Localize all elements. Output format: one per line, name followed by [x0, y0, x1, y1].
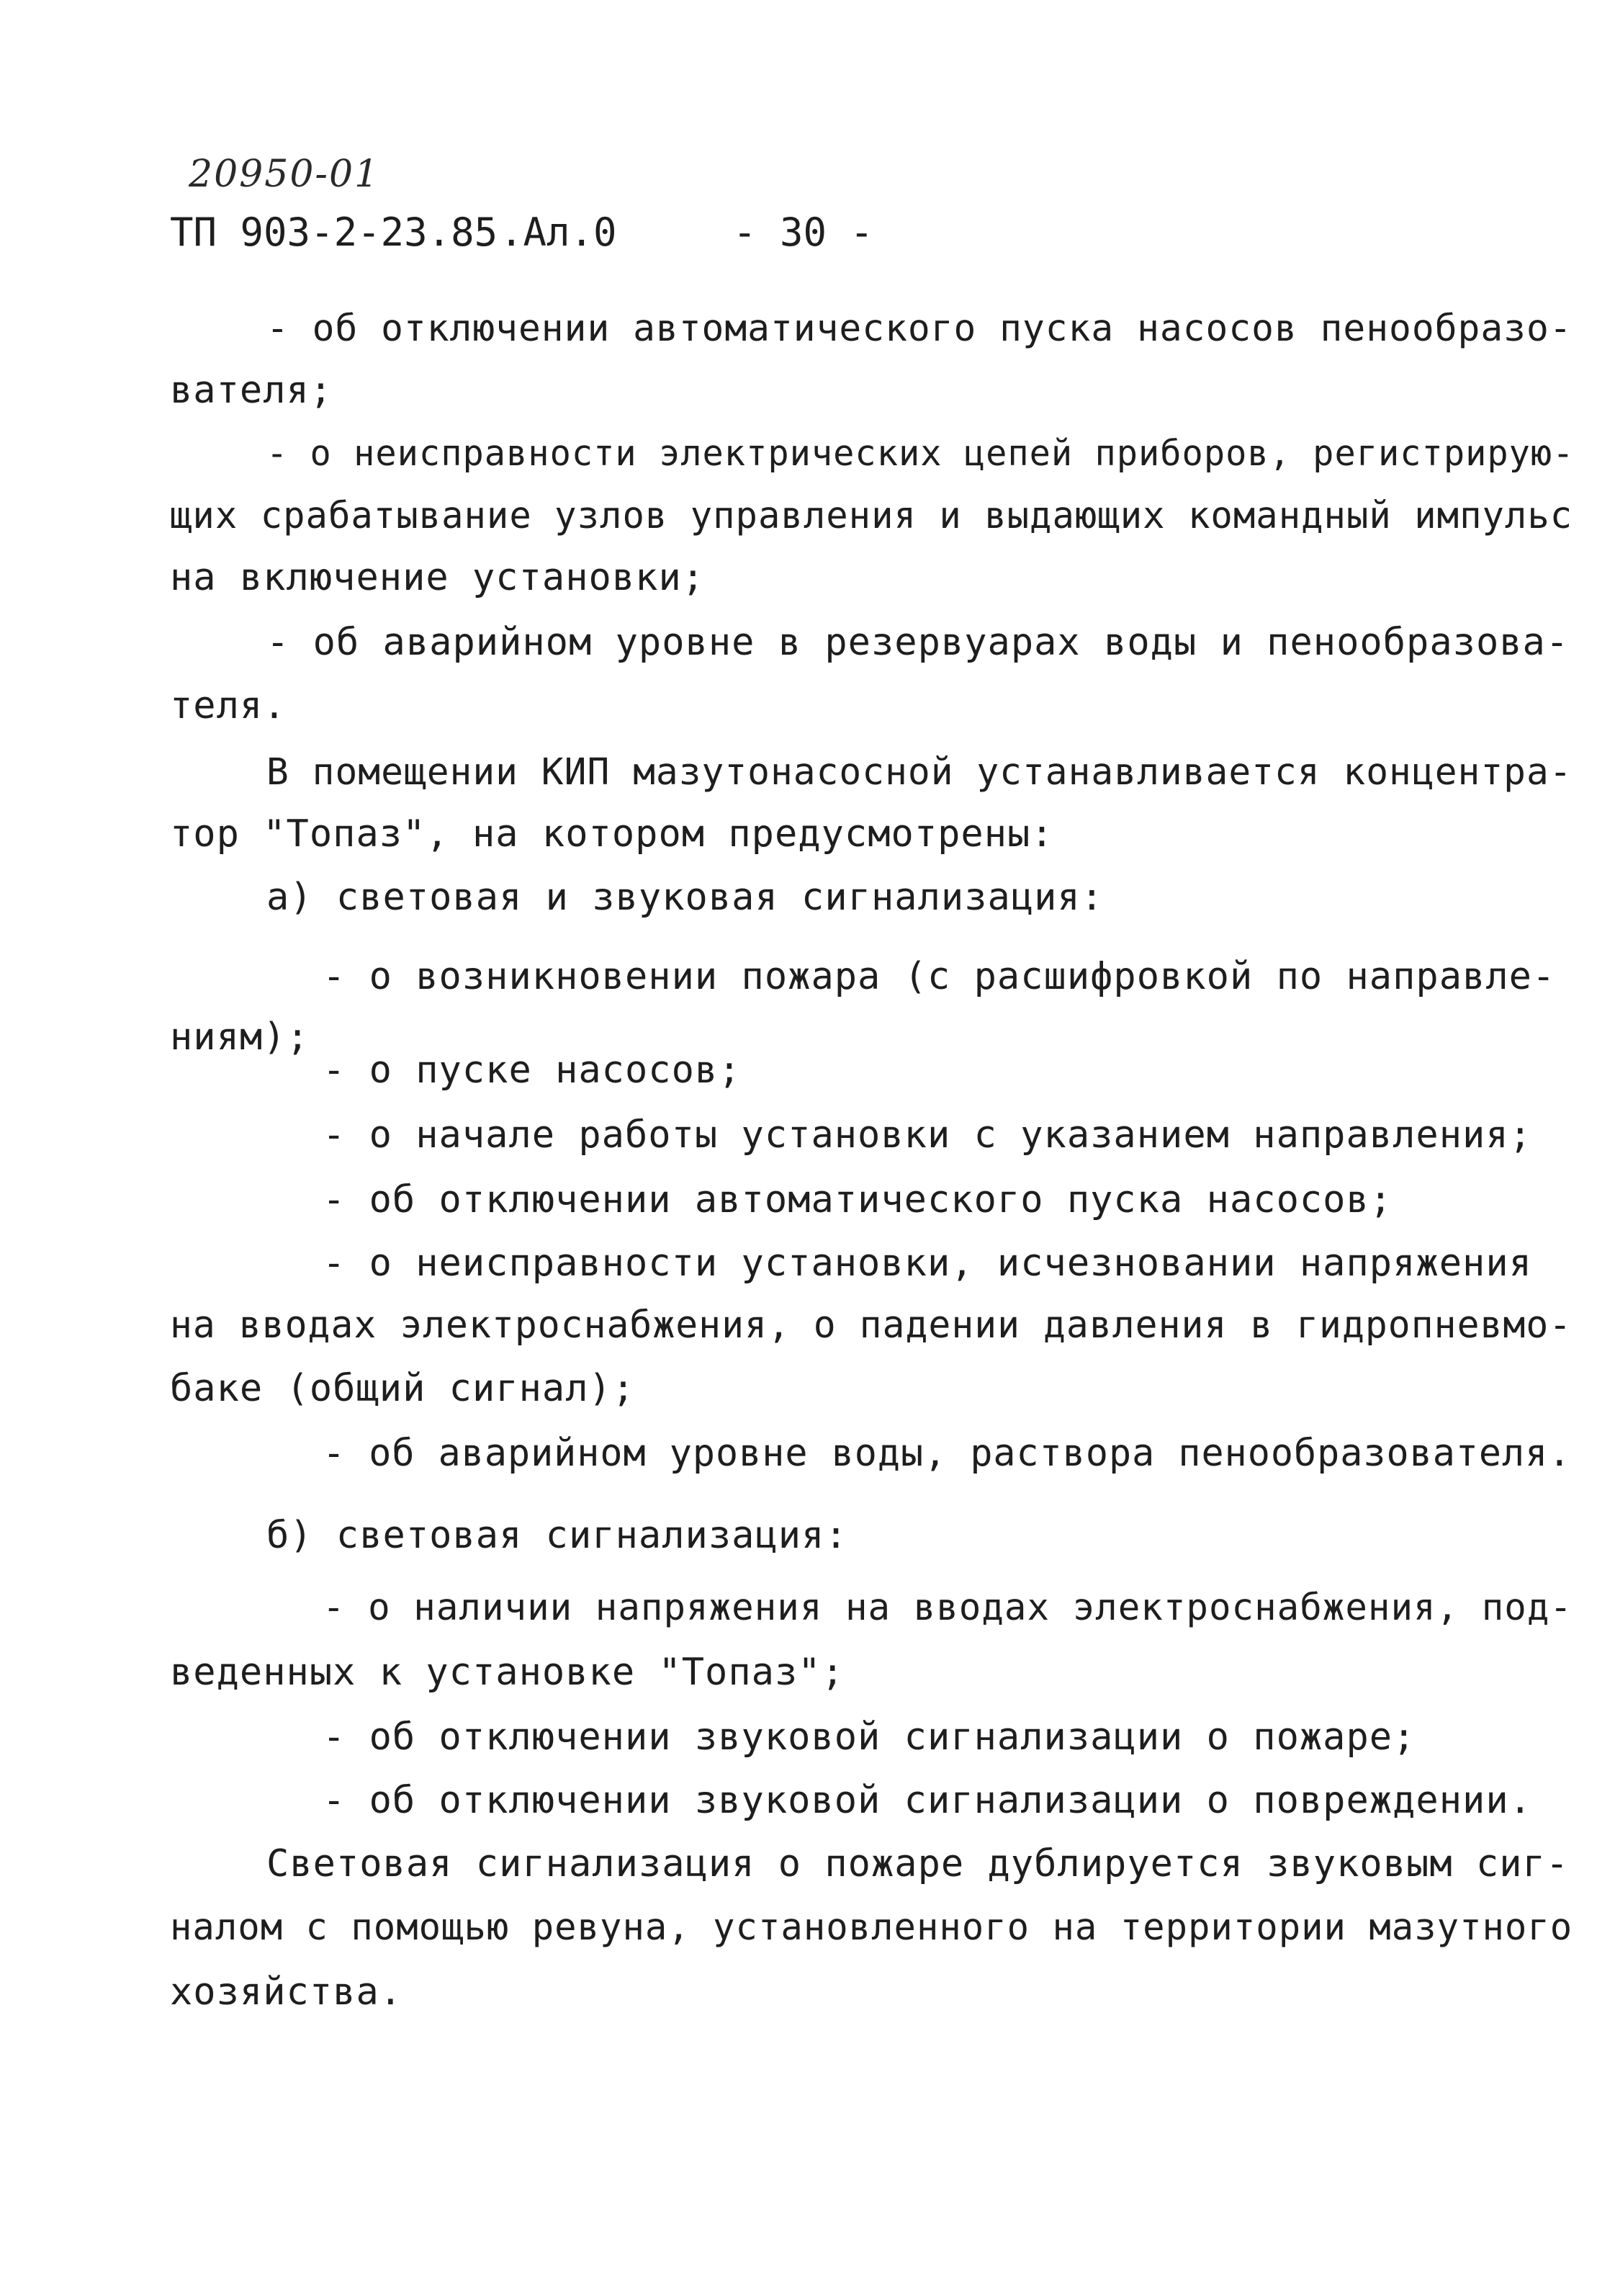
text-line: - об аварийном уровне воды, раствора пенообразователя.: [323, 1432, 1572, 1475]
text-line: - об аварийном уровне в резервуарах воды и пенообразова-: [266, 621, 1570, 664]
text-line: - об отключении звуковой сигнализации о пожаре;: [323, 1716, 1416, 1759]
text-line: на включение установки;: [170, 556, 706, 599]
text-line: В помещении КИП мазутонасосной устанавливается концентра-: [266, 750, 1573, 794]
text-line: Световая сигнализация о пожаре дублируется звуковым сиг-: [266, 1842, 1570, 1885]
text-line: - о неисправности установки, исчезновании напряжения: [323, 1242, 1532, 1285]
text-line: - об отключении звуковой сигнализации о повреждении.: [323, 1779, 1532, 1822]
text-line: - о неисправности электрических цепей приборов, регистрирую-: [266, 434, 1575, 474]
text-line: вателя;: [170, 369, 333, 412]
text-line: хозяйства.: [170, 1970, 403, 2014]
text-line: - об отключении автоматического пуска насосов пенообразо-: [266, 307, 1573, 350]
text-line: - об отключении автоматического пуска насосов;: [323, 1178, 1393, 1221]
text-line: - о начале работы установки с указанием направления;: [323, 1113, 1532, 1157]
text-line: налом с помощью ревуна, установленного на территории мазутного: [170, 1906, 1573, 1948]
text-line: теля.: [170, 684, 287, 727]
text-line: - о наличии напряжения на вводах электроснабжения, под-: [323, 1586, 1573, 1628]
album-number: .Ал.0: [500, 210, 617, 255]
text-line: баке (общий сигнал);: [170, 1367, 636, 1410]
text-line: а) световая и звуковая сигнализация:: [266, 876, 1105, 919]
text-line: - о пуске насосов;: [323, 1049, 742, 1092]
text-line: б) световая сигнализация:: [266, 1514, 848, 1557]
text-line: - о возникновении пожара (с расшифровкой по направле-: [323, 955, 1556, 998]
doc-code: ТП 903-2-23.85: [170, 210, 498, 255]
text-line: тор "Топаз", на котором предусмотрены:: [170, 812, 1054, 856]
text-line: щих срабатывание узлов управления и выдающих командный импульс: [170, 494, 1573, 537]
handwritten-code: 20950-01: [189, 153, 380, 196]
page-number: - 30 -: [733, 210, 874, 255]
text-line: ниям);: [170, 1015, 310, 1059]
text-line: на вводах электроснабжения, о падении давления в гидропневмо-: [170, 1304, 1573, 1347]
text-line: веденных к установке "Топаз";: [170, 1651, 845, 1694]
